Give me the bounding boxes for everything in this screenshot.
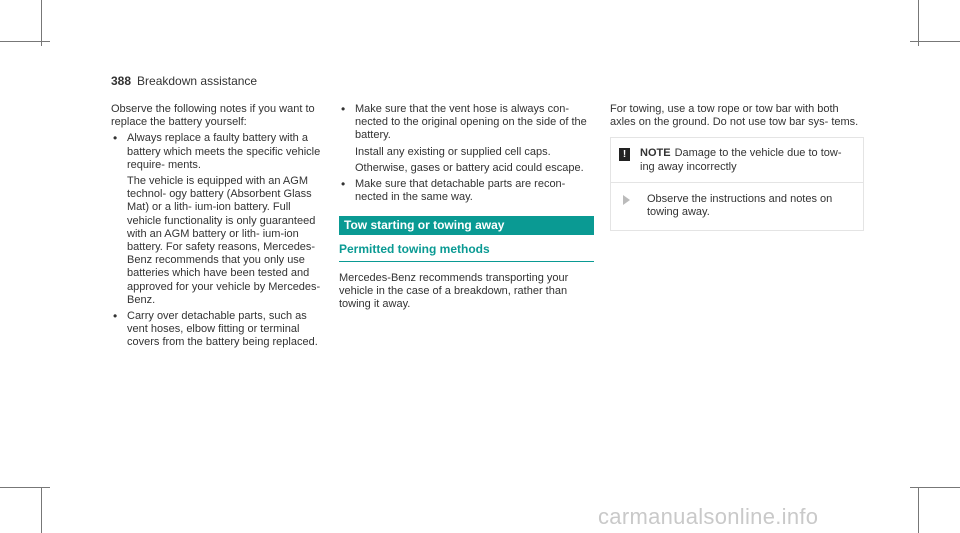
note-text — [640, 147, 855, 173]
list-item — [339, 178, 594, 204]
bullet-list — [339, 103, 594, 204]
crop-mark — [918, 0, 919, 46]
page-number: 388 — [111, 74, 132, 88]
column-3 — [610, 103, 864, 231]
intro-text: Observe the following notes if you want to replace the battery yourself: — [111, 103, 315, 129]
body-text: Mercedes-Benz recommends transporting your vehicle in the case of a breakdown, rather than towing it away. — [339, 271, 569, 311]
note-header — [611, 138, 863, 182]
section-title: Tow starting or towing away — [339, 216, 594, 235]
paragraph: Otherwise, gases or battery acid could escape. — [355, 161, 584, 174]
column-1 — [111, 103, 323, 353]
crop-mark — [0, 41, 50, 42]
paragraph: • Always replace a faulty battery with a battery which meets the specific vehicle require- ments. — [127, 132, 321, 171]
crop-mark — [910, 41, 960, 42]
warning-icon: ! — [619, 148, 630, 161]
intro-text: For towing, use a tow rope or tow bar with both axles on the ground. Do not use tow bar sys- tems. — [610, 103, 859, 129]
column-2 — [339, 103, 594, 314]
crop-mark — [41, 0, 42, 46]
list-item — [111, 310, 323, 350]
page-header — [111, 74, 257, 88]
instruction-text: Observe the instructions and notes on towing away. — [647, 192, 833, 219]
page-title: Breakdown assistance — [137, 74, 258, 88]
paragraph: • Carry over detachable parts, such as vent hoses, elbow fitting or terminal covers from the battery being replaced. — [127, 310, 318, 349]
list-item — [339, 103, 594, 175]
paragraph: The vehicle is equipped with an AGM technol- ogy battery (Absorbent Glass Mat) or a lith- ium-ion battery. Full vehicle functionality is only guaranteed with an AGM battery or lith- ium-ion battery. For safety reasons, Mercedes-Benz recommends that you only use batteries which have been tested and approved for your vehicle by Mercedes-Benz. — [127, 175, 321, 306]
paragraph: Install any existing or supplied cell caps. — [355, 145, 551, 158]
arrow-right-icon — [623, 195, 637, 205]
paragraph: • Make sure that the vent hose is always con- nected to the original opening on the side of the battery. — [355, 103, 587, 142]
subsection-title: Permitted towing methods — [339, 243, 594, 261]
note-label: NOTE — [640, 147, 671, 160]
note-box — [610, 137, 864, 231]
paragraph: • Make sure that detachable parts are recon- nected in the same way. — [355, 178, 566, 204]
list-item — [111, 132, 323, 307]
crop-mark — [0, 487, 50, 488]
watermark: carmanualsonline.info — [598, 504, 819, 529]
note-message: Damage to the vehicle due to tow- ing away incorrectly — [640, 147, 842, 173]
crop-mark — [910, 487, 960, 488]
bullet-list — [111, 132, 323, 349]
crop-mark — [41, 487, 42, 533]
note-instruction — [611, 183, 863, 230]
crop-mark — [918, 487, 919, 533]
